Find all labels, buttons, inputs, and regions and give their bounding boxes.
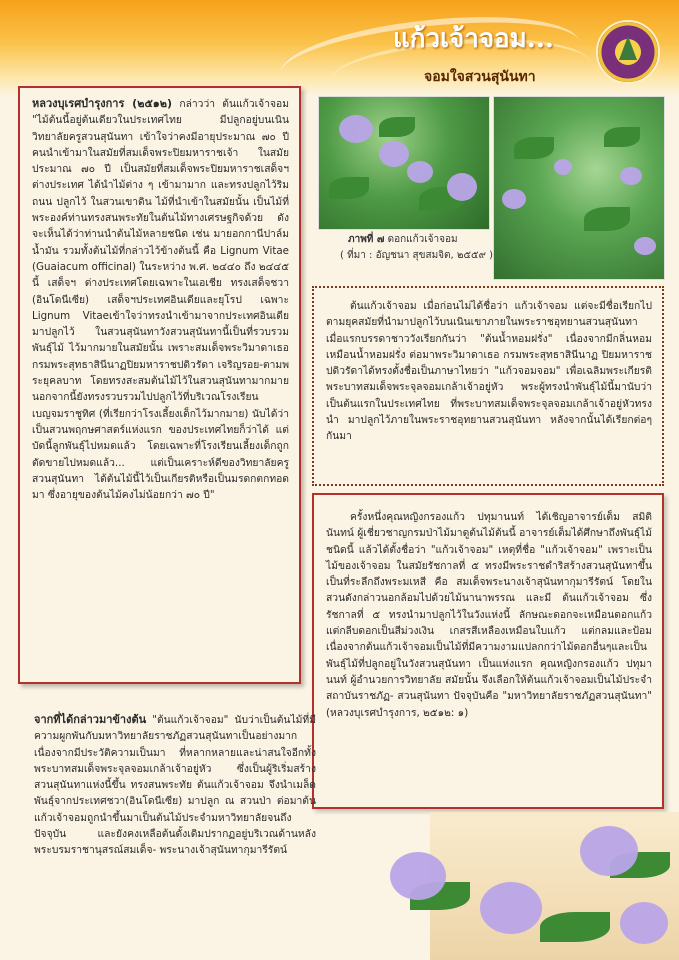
caption-label: ภาพที่ ๗ bbox=[348, 234, 385, 245]
photo-caption bbox=[348, 232, 458, 247]
flower-blossom bbox=[620, 167, 642, 185]
name-origin-box bbox=[312, 286, 664, 486]
flower-blossom bbox=[407, 161, 433, 183]
conclusion-section bbox=[12, 712, 316, 932]
conclusion-body: "ต้นแก้วเจ้าจอม" นับว่าเป็นต้นไม้ที่มีความผูกพันกับมหาวิทยาลัยราชภัฏสวนสุนันทาเป็นอย่างมาก เนื่องจากมีประวัติความเป็นมา ที่หลากหลายและน่าสนใจอีกทั้งพระบาทสมเด็จพระจุลจอมเกล้าเจ้าอยู่หัว ซึ่งเป็นผู้ริเริ่มสร้างสวนสุนันทาแห่งนี้ขึ้น ทรงสนพระทัย ต้นแก้วเจ้าจอม จึงนำเมล็ดพันธุ์จากประเทศชวา(อินโดนีเซีย) มาปลูก ณ สวนป่า ต่อมาต้นแก้วเจ้าจอมถูกนำขึ้นมาเป็นต้นไม้ประจำมหาวิทยาลัยจนถึงปัจจุบัน และยังคงเหลือต้นดั้งเดิมปรากฏอยู่บริเวณด้านหลังพระบรมราชานุสรณ์สมเด็จ- พระนางเจ้าสุนันทากุมารีรัตน์ bbox=[34, 714, 316, 857]
page-subtitle: จอมใจสวนสุนันทา bbox=[424, 69, 536, 85]
flower-blossom bbox=[502, 189, 526, 209]
leaf-shape bbox=[329, 177, 369, 199]
caption-title: ดอกแก้วเจ้าจอม bbox=[384, 234, 458, 245]
naming-story-box bbox=[312, 493, 664, 809]
flower-blossom bbox=[339, 115, 373, 143]
leaf-shape bbox=[379, 117, 415, 137]
leaf-shape bbox=[584, 207, 630, 231]
photo-source: ( ที่มา : อัญชนา สุขสมจิต, ๒๕๕๙ ) bbox=[340, 250, 494, 261]
quote-paragraph bbox=[32, 96, 289, 503]
flower-photo-closeup bbox=[318, 96, 490, 230]
leaf-shape bbox=[540, 912, 610, 942]
conclusion-lead: จากที่ได้กล่าวมาข้างต้น bbox=[34, 713, 147, 726]
naming-story-paragraph: ครั้งหนึ่งคุณหญิงกรองแก้ว ปทุมานนท์ ได้เชิญอาจารย์เต็ม สมิตินันทน์ ผู้เชี่ยวชาญกรมป่าไม้มาดูต้นไม้ต้นนี้ อาจารย์เต็มได้ศึกษาถึงพันธุ์ไม้ชนิดนี้ แล้วได้ตั้งชื่อว่า "แก้วเจ้าจอม" เหตุที่ชื่อ "แก้วเจ้าจอม" เพราะเป็นไม้ของเจ้าจอม ในสมัยรัชกาลที่ ๕ ทรงมีพระราชดำริสร้างสวนสุนันทาขึ้นเป็นที่ระลึกถึงพระมเหสี คือ สมเด็จพระนางเจ้าสุนันทากุมารีรัตน์ โดยในสวนดังกล่าวนอกล้อมไปด้วยไม้นานาพรรณ และมี ต้นแก้วเจ้าจอม ซึ่งรัชกาลที่ ๕ ทรงนำมาปลูกไว้ในวังแห่งนี้ ลักษณะดอกจะเหมือนดอกแก้ว แต่กลีบดอกเป็นสีม่วงเงิน เกสรสีเหลืองเหมือนใบแก้ว แต่กลมและป้อม เนื่องจากต้นแก้วเจ้าจอมเป็นไม้ที่มีความงามแปลกกว่าไม้ดอกอื่นๆและเป็นพันธุ์ไม้ที่ปลูกอยู่ในวังสวนสุนันทา เป็นแห่งแรก คุณหญิงกรองแก้ว ปทุมานนท์ ผู้อำนวยการวิทยาลัย สมัยนั้น จึงเลือกให้ต้นแก้วเจ้าจอมเป็นไม้ประจำสถาบันราชภัฏ- สวนสุนันทา ปัจจุบันคือ "มหาวิทยาลัยราชภัฏสวนสุนันทา" (หลวงบุเรศบำรุงการ, ๒๕๑๒: ๑) bbox=[326, 511, 652, 719]
page-title: แก้วเจ้าจอม... bbox=[393, 24, 554, 54]
flower-blossom bbox=[447, 173, 477, 201]
leaf-shape bbox=[514, 137, 554, 159]
flower-blossom bbox=[580, 826, 638, 876]
flower-blossom bbox=[480, 882, 542, 934]
leaf-shape bbox=[604, 127, 640, 147]
conclusion-paragraph bbox=[34, 712, 316, 859]
flower-decoration bbox=[370, 812, 679, 960]
quote-author: หลวงบุเรศบำรุงการ (๒๕๑๒) bbox=[32, 97, 173, 110]
quote-body: กล่าวว่า ต้นแก้วเจ้าจอม "ไม้ต้นนี้อยู่ต้นเดียวในประเทศไทย มีปลูกอยู่บนเนินวิทยาลัยครูสวนสุนันทา เข้าใจว่าคงมีอายุประมาณ ๗๐ ปี คนนำเข้ามาในสมัยที่สมเด็จพระปิยมหาราชเจ้า ในสมัยประมาณ ๗๐ ปี เป็นสมัยที่สมเด็จพระปิยมหาราชเสด็จฯ ต่างประเทศ ได้นำไม้ต่าง ๆ เข้ามามาก และทรงปลูกไว้ริมถนน ปลูกไว้ ในสวนเขาดิน ไม้ที่นำเข้าในสมัยนั้น เป็นไม้ที่พระองค์ท่านทรงสนพระทัยในต้นไม้ทางเศรษฐกิจด้วย ดังจะเห็นได้ว่าท่านนำต้นไม้หลายชนิด เช่น มายอกกานีปาล์มน้ำมัน รวมทั้งต้นไม้ที่กล่าวไว้ข้างต้นนี้ คือ Lignum Vitae (Guaiacum officinal) ในระหว่าง พ.ศ. ๒๔๔๐ ถึง ๒๔๔๕ นี้ เสด็จฯ ต่างประเทศโดยเฉพาะในเอเชีย ทรงเสด็จชวา (อินโดนีเซีย) เสด็จฯประเทศอินเดียและยุโรป เฉพาะ Lignum Vitaeเข้าใจว่าทรงนำเข้ามาจากประเทศอินเดีย มาปลูกไว้ ในสวนสุนันทาวังสวนสุนันทานี้เป็นที่รวบรวมพันธุ์ไม้ ไว้มากมายในสมัยนั้น เพราะสมเด็จพระวิมาดาเธอ กรมพระสุทธาสินีนาฏปิยมหาราชปดิวรัดา เจริญรอย-ตามพระยุคลบาท โดยทรงสะสมต้นไม้ไว้ในสวนสุนันทามากมาย นอกจากนี้ยังทรงรวบรวมไปปลูกไว้ที่บริเวณโรงเรียนเบญจมราชูทิศ (ที่เรียกว่าโรงเลี้ยงเด็กไว้มากมาย) นับได้ว่าเป็นสวนพฤกษศาสตร์แห่งแรก ของประเทศไทยก็ว่าได้ แต่บัดนี้ลูกพันธุ์ไปหมดแล้ว โดยเฉพาะที่โรงเรียนเลี้ยงเด็กถูกตัดขายไปหมดแล้ว... แต่เป็นเคราะห์ดีของวิทยาลัยครูสวนสุนันทา ได้ต้นไม้นี้ไว้เป็นเกียรติหรือเป็นมรดกตกทอดมา ซึ่งอายุของต้นไม้คงไม่น้อยกว่า ๗๐ ปี" bbox=[32, 98, 289, 502]
flower-photo-shrub bbox=[493, 96, 665, 280]
flower-blossom bbox=[379, 141, 409, 167]
flower-blossom bbox=[634, 237, 656, 255]
name-origin-paragraph: ต้นแก้วเจ้าจอม เมื่อก่อนไม่ได้ชื่อว่า แก้วเจ้าจอม แต่จะมีชื่อเรียกไปตามยุคสมัยที่นำมาปลูกไว้บนเนินเขาภายในพระราชอุทยานสวนสุนันทา เมื่อแรกบรรดาชาววังเรียกกันว่า "ต้นน้ำหอมฝรั่ง" เนื่องจากมีกลิ่นหอมเหมือนน้ำหอมฝรั่ง ต่อมาพระวิมาดาเธอ กรมพระสุทธาสินีนาฏ ปิยมหาราชปดิวรัดาได้ทรงตั้งชื่อเป็นภาษาไทยว่า "แก้วจอมจอม" เพื่อเฉลิมพระเกียรติพระบาทสมเด็จพระจุลจอมเกล้าเจ้าอยู่หัว พระผู้ทรงนำพันธุ์ไม้นี้มานับว่าเป็นต้นแรกในประเทศไทย ที่พระบาทสมเด็จพระจุลจอมเกล้าเจ้าอยู่หัวทรงนำ มาปลูกไว้ภายในพระราชอุทยานสวนสุนันทา หลังจากนั้นได้เรียกต่อๆ กันมา bbox=[326, 300, 652, 443]
header-banner bbox=[0, 0, 679, 96]
flower-blossom bbox=[554, 159, 572, 175]
quote-box-history bbox=[18, 86, 301, 684]
flower-blossom bbox=[390, 852, 446, 900]
flower-blossom bbox=[620, 902, 668, 944]
university-seal-logo bbox=[596, 20, 660, 84]
seal-emblem-icon bbox=[619, 36, 637, 60]
